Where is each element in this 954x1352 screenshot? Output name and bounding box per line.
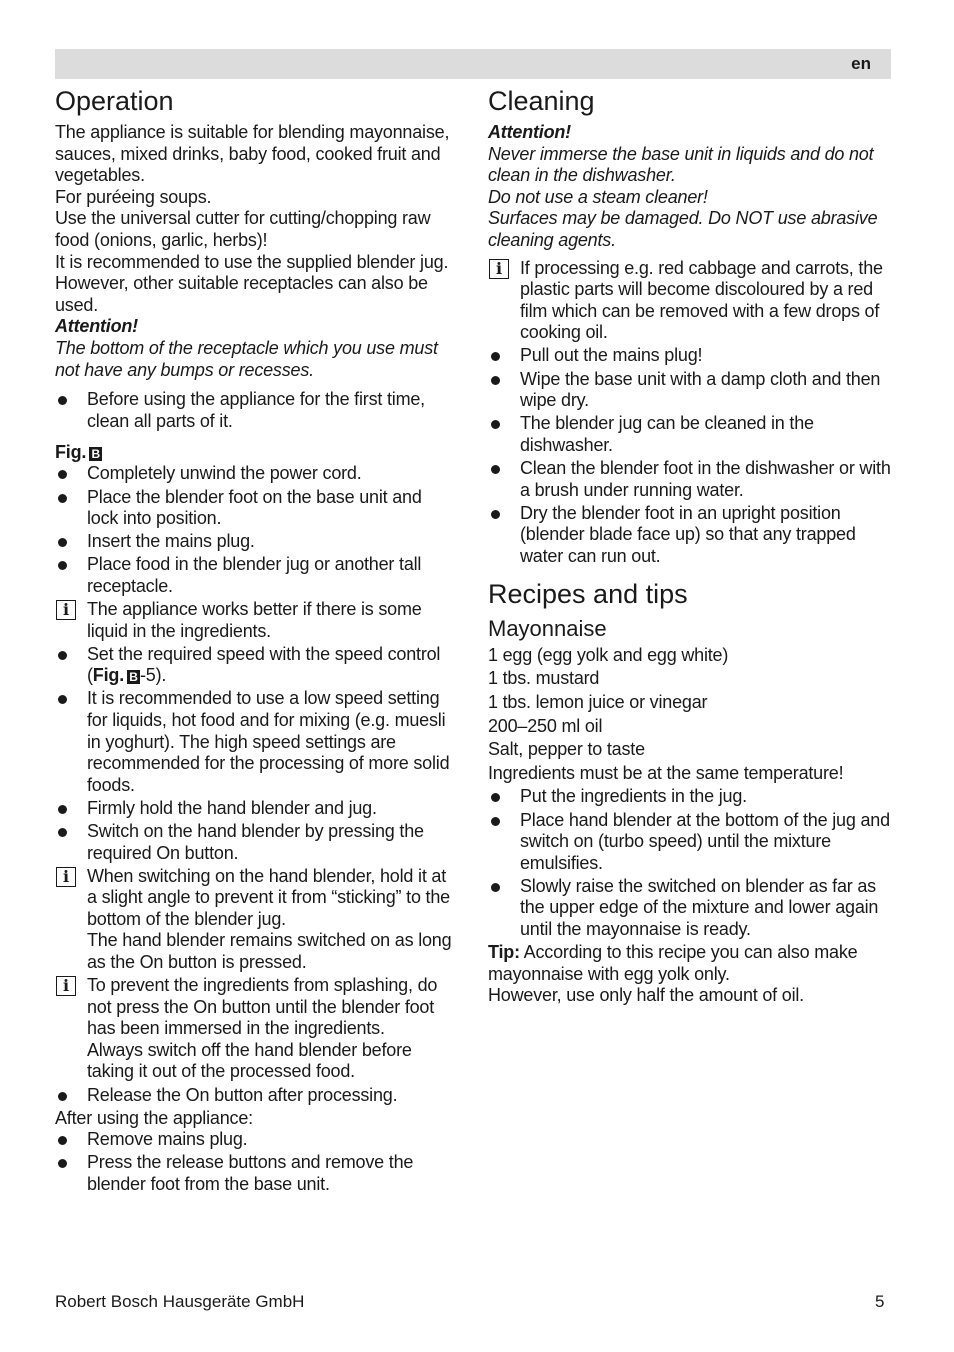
list-item: Insert the mains plug. xyxy=(55,531,457,553)
info-note: i When switching on the hand blender, hold it at a slight angle to prevent it from “sticking” to the bottom of the blender jug. The hand blender remains switched on as long as the On button is pressed. xyxy=(55,866,457,974)
list-item: Place hand blender at the bottom of the jug and switch on (turbo speed) until the mixture emulsifies. xyxy=(488,810,891,875)
footer-company: Robert Bosch Hausgeräte GmbH xyxy=(55,1292,305,1311)
cleaning-title: Cleaning xyxy=(488,86,595,116)
list-item: Pull out the mains plug! xyxy=(488,345,891,367)
list-item: Dry the blender foot in an upright position (blender blade face up) so that any trapped water can run out. xyxy=(488,503,891,568)
page-number: 5 xyxy=(875,1292,885,1311)
ingredient-line: 1 tbs. lemon juice or vinegar xyxy=(488,692,708,713)
language-code: en xyxy=(851,54,871,73)
info-note: i If processing e.g. red cabbage and carrots, the plastic parts will become discoloured by a red film which can be removed with a few drops of cooking oil. xyxy=(488,258,891,344)
list-item: Before using the appliance for the first time, clean all parts of it. xyxy=(55,389,457,432)
ingredient-line: 1 tbs. mustard xyxy=(488,668,600,689)
list-item: Place food in the blender jug or another tall receptacle. xyxy=(55,554,457,597)
list-item: Clean the blender foot in the dishwasher or with a brush under running water. xyxy=(488,458,891,501)
operation-title: Operation xyxy=(55,86,174,116)
operation-attention-label: Attention! xyxy=(55,316,138,337)
ingredient-note: Ingredients must be at the same temperature! xyxy=(488,762,844,783)
info-note: i The appliance works better if there is some liquid in the ingredients. xyxy=(55,599,457,642)
tip-paragraph-2: However, use only half the amount of oil. xyxy=(488,985,804,1006)
cleaning-warning-1: Never immerse the base unit in liquids and do not clean in the dishwasher. xyxy=(488,143,874,186)
operation-intro-1: The appliance is suitable for blending mayonnaise, sauces, mixed drinks, baby food, cooked fruit and vegetables. xyxy=(55,122,450,186)
list-item: The blender jug can be cleaned in the dishwasher. xyxy=(488,413,891,456)
info-note: i To prevent the ingredients from splashing, do not press the On button until the blender foot has been immersed in the ingredients. Always switch off the hand blender before taking it out of the processed food. xyxy=(55,975,457,1083)
cleaning-warning-2: Do not use a steam cleaner! xyxy=(488,186,708,207)
figure-letter-badge: B xyxy=(89,447,102,461)
list-item: Completely unwind the power cord. xyxy=(55,463,457,485)
recipe-subtitle: Mayonnaise xyxy=(488,615,607,641)
ingredient-line: 1 egg (egg yolk and egg white) xyxy=(488,644,729,665)
list-item: Put the ingredients in the jug. xyxy=(488,786,891,808)
cleaning-warning-3: Surfaces may be damaged. Do NOT use abrasive cleaning agents. xyxy=(488,208,878,250)
operation-attention-text: The bottom of the receptacle which you use must not have any bumps or recesses. xyxy=(55,337,438,380)
after-use-label: After using the appliance: xyxy=(55,1107,253,1128)
cleaning-and-recipes xyxy=(488,84,891,1007)
list-item: Firmly hold the hand blender and jug. xyxy=(55,798,457,820)
recipes-title: Recipes and tips xyxy=(488,578,688,609)
list-item: Set the required speed with the speed control (Fig. B -5). xyxy=(55,644,457,687)
operation-intro-2: For puréeing soups. xyxy=(55,186,212,207)
list-item: Remove mains plug. xyxy=(55,1129,457,1151)
operation-section xyxy=(55,84,457,1197)
cleaning-attention-label: Attention! xyxy=(488,122,571,142)
ingredient-line: 200–250 ml oil xyxy=(488,715,603,736)
figure-letter-badge: B xyxy=(127,670,140,684)
info-i-icon: i xyxy=(489,259,509,279)
tip-label: Tip: xyxy=(488,942,520,963)
info-i-icon: i xyxy=(56,976,76,996)
figure-reference: Fig. B xyxy=(55,442,457,464)
list-item: Switch on the hand blender by pressing the required On button. xyxy=(55,821,457,864)
list-item: Release the On button after processing. xyxy=(55,1085,457,1107)
list-item: Wipe the base unit with a damp cloth and then wipe dry. xyxy=(488,369,891,412)
info-i-icon: i xyxy=(56,600,76,620)
operation-intro-4: It is recommended to use the supplied blender jug. However, other suitable receptacles can also be used. xyxy=(55,251,449,315)
list-item: Slowly raise the switched on blender as far as the upper edge of the mixture and lower again until the mayonnaise is ready. xyxy=(488,876,891,941)
list-item: Place the blender foot on the base unit and lock into position. xyxy=(55,487,457,530)
tip-paragraph: Tip: According to this recipe you can also make mayonnaise with egg yolk only. xyxy=(488,942,858,984)
list-item: It is recommended to use a low speed setting for liquids, hot food and for mixing (e.g. muesli in yoghurt). The high speed settings are recommended for the processing of more solid foods. xyxy=(55,688,457,796)
ingredient-line: Salt, pepper to taste xyxy=(488,739,645,760)
list-item: Press the release buttons and remove the blender foot from the base unit. xyxy=(55,1152,457,1195)
operation-intro-3: Use the universal cutter for cutting/chopping raw food (onions, garlic, herbs)! xyxy=(55,208,431,250)
language-bar xyxy=(55,49,891,79)
info-i-icon: i xyxy=(56,867,76,887)
